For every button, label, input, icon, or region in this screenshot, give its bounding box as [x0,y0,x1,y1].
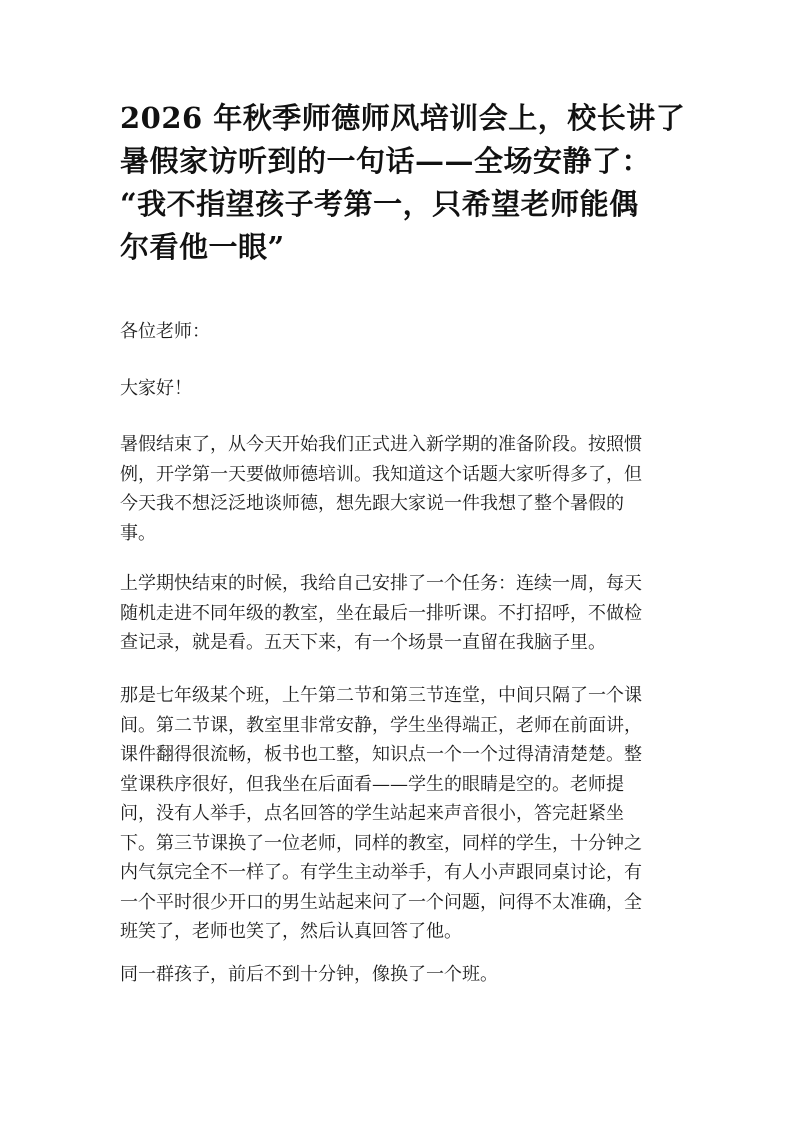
title-line: 暑假家访听到的一句话——全场安静了： [120,144,652,178]
paragraph-line: 课件翻得很流畅，板书也工整，知识点一个一个过得清清楚楚。整 [120,744,642,765]
paragraph-line: 间。第二节课，教室里非常安静，学生坐得端正，老师在前面讲， [120,714,642,736]
paragraph-line: 同一群孩子，前后不到十分钟，像换了一个班。 [120,964,498,985]
paragraph-line: 随机走进不同年级的教室，坐在最后一排听课。不打招呼，不做检 [120,602,642,624]
paragraph-line: 问，没有人举手，点名回答的学生站起来声音很小，答完赶紧坐 [120,803,624,824]
paragraph-line: 班笑了，老师也笑了，然后认真回答了他。 [120,921,462,942]
salutation-text: 各位老师： [120,321,210,342]
salutation [120,317,676,347]
paragraph-2 [120,569,676,658]
paragraph-line: 一个平时很少开口的男生站起来问了一个问题，问得不太准确，全 [120,891,642,913]
title-line: 2026 年秋季师德师风培训会上，校长讲了 [120,101,686,135]
paragraph-line: 暑假结束了，从今天开始我们正式进入新学期的准备阶段。按照惯 [120,434,642,455]
paragraph-line: 堂课秩序很好，但我坐在后面看——学生的眼睛是空的。老师提 [120,773,624,795]
title-line: “我不指望孩子考第一，只希望老师能偶 [120,187,639,221]
title-line: 尔看他一眼” [120,230,285,264]
greeting-text: 大家好！ [120,378,192,399]
paragraph-line: 事。 [120,522,156,544]
paragraph-line: 那是七年级某个班，上午第二节和第三节连堂，中间只隔了一个课 [120,685,642,706]
paragraph-line: 上学期快结束的时候，我给自己安排了一个任务：连续一周，每天 [120,573,642,594]
paragraph-line: 内气氛完全不一样了。有学生主动举手，有人小声跟同桌讨论，有 [120,862,642,883]
paragraph-1 [120,430,676,548]
paragraph-line: 下。第三节课换了一位老师，同样的教室，同样的学生，十分钟之 [120,832,642,854]
paragraph-4 [120,960,676,990]
paragraph-line: 例，开学第一天要做师德培训。我知道这个话题大家听得多了，但 [120,463,642,485]
document-title [120,97,686,269]
paragraph-3 [120,681,676,947]
paragraph-line: 今天我不想泛泛地谈师德，想先跟大家说一件我想了整个暑假的 [120,493,624,514]
greeting [120,374,676,404]
paragraph-line: 查记录，就是看。五天下来，有一个场景一直留在我脑子里。 [120,632,606,653]
